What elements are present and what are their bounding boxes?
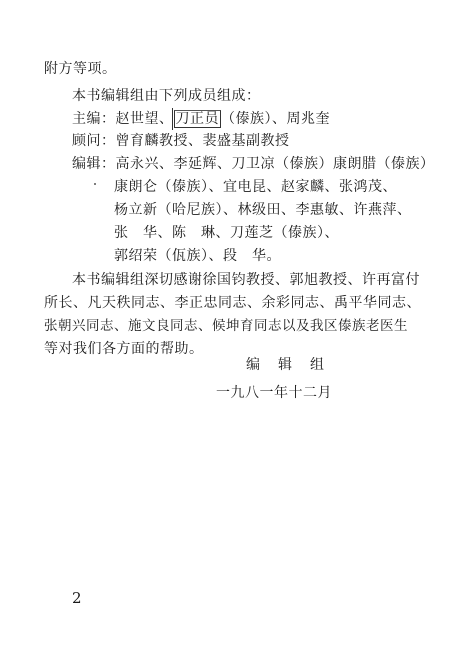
editors-line-2: 康朗仑（傣族）、宜电昆、赵家麟、张鸿茂、: [114, 179, 397, 195]
advisors-names: 曾育麟教授、裴盛基副教授: [115, 133, 290, 149]
editors-line-4: 张 华、陈 琳、刀莲芝（傣族）、: [114, 225, 339, 241]
signature: 编 辑 组: [246, 357, 326, 373]
chief-editors-line: [72, 110, 330, 128]
scan-speck: [94, 183, 96, 185]
acknowledgement-line-1: 本书编辑组深切感谢徐国钧教授、郭旭教授、许再富付: [72, 272, 420, 288]
editors-line-1: [72, 155, 435, 173]
editors-label: 编辑：: [72, 156, 116, 172]
top-line: 附方等项。: [44, 61, 117, 77]
chief-editors-label: 主编：: [72, 111, 116, 127]
chief-editors-names-after: （傣族）、周兆奎: [221, 111, 330, 127]
chief-editors-names-before: 赵世望、: [115, 111, 174, 127]
editors-names-1: 高永兴、李延辉、刀卫凉（傣族）康朗腊（傣族）: [115, 156, 435, 172]
chief-editor-boxed-name: 刀正员: [175, 111, 219, 127]
page-number: 2: [72, 589, 82, 607]
acknowledgement-line-4: 等对我们各方面的帮助。: [44, 341, 204, 357]
acknowledgement-line-3: 张朝兴同志、施文良同志、候坤育同志以及我区傣族老医生: [44, 318, 408, 334]
date-line: 一九八一年十二月: [216, 385, 332, 401]
intro-line: 本书编辑组由下列成员组成：: [72, 88, 261, 104]
editors-line-5: 郭绍荣（佤族）、段 华。: [114, 248, 281, 264]
editors-line-3: 杨立新（哈尼族）、林级田、李惠敏、许燕萍、: [114, 202, 412, 218]
advisors-line: [72, 132, 290, 150]
acknowledgement-line-2: 所长、凡天秩同志、李正忠同志、余彩同志、禹平华同志、: [44, 295, 421, 311]
advisors-label: 顾问：: [72, 133, 116, 149]
